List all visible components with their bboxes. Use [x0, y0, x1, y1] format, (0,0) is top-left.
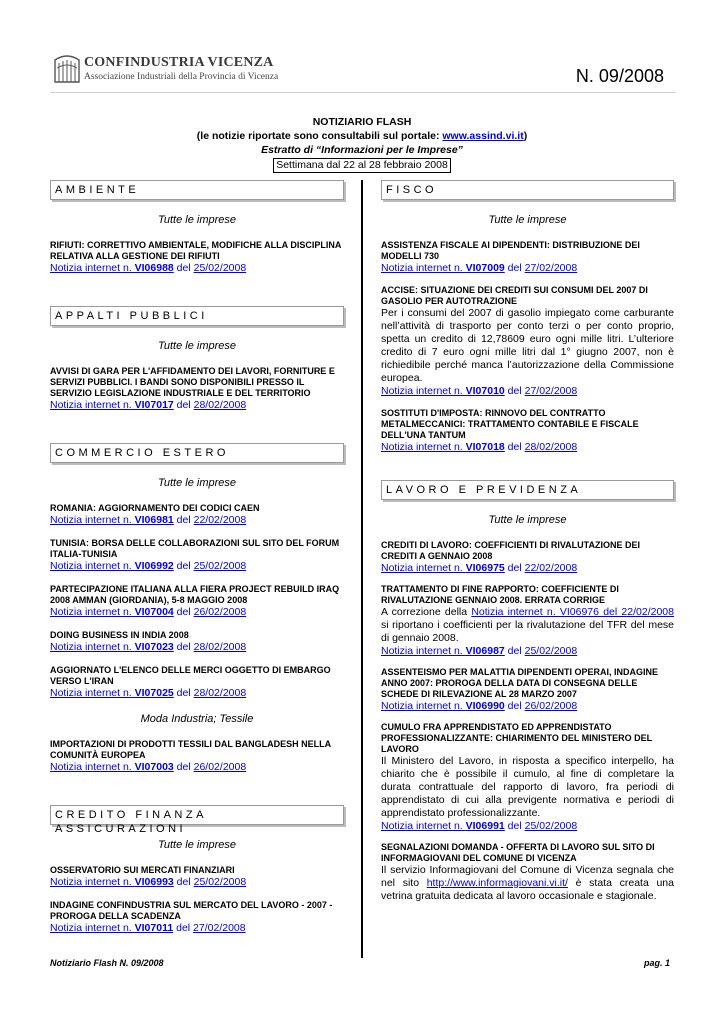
body-prefix: Il servizio Informagiovani del Comune di Vicenza segnala che nel sito: [381, 864, 674, 889]
news-link[interactable]: [381, 820, 674, 832]
news-code: VI06992: [134, 560, 174, 572]
link-prefix: Notizia internet n.: [50, 922, 135, 934]
news-code: VI07025: [134, 687, 174, 699]
link-prefix: Notizia internet n.: [50, 641, 135, 653]
section-heading: COMMERCIO ESTERO: [50, 443, 344, 463]
news-code: VI06990: [465, 700, 505, 712]
audience-subhead: Tutte le imprese: [488, 514, 567, 526]
audience-subhead: Tutte le imprese: [157, 340, 237, 352]
link-prefix: Notizia internet n.: [381, 441, 466, 453]
masthead-extract: Estratto di “Informazioni per le Imprese”: [261, 144, 463, 156]
news-item: [50, 739, 344, 785]
news-body: [381, 864, 674, 903]
section-heading: LAVORO E PREVIDENZA: [381, 480, 674, 500]
link-prefix: Notizia internet n.: [381, 385, 466, 397]
news-link-text[interactable]: [50, 514, 174, 526]
news-item: [50, 240, 344, 286]
news-title: ROMANIA: AGGIORNAMENTO DEI CODICI CAEN: [50, 503, 260, 513]
link-prefix: Notizia internet n.: [50, 876, 135, 888]
news-code: VI07023: [134, 641, 174, 653]
news-link[interactable]: [50, 399, 344, 411]
news-title: ACCISE: SITUAZIONE DEI CREDITI SUI CONSUMI DEL 2007 DI GASOLIO PER AUTOTRAZIONE: [381, 285, 648, 306]
audience-subhead: Tutte le imprese: [157, 214, 237, 226]
link-prefix: Notizia internet n.: [381, 820, 466, 832]
news-title: INDAGINE CONFINDUSTRIA SUL MERCATO DEL LAVORO - 2007 - PROROGA DELLA SCADENZA: [50, 900, 333, 921]
link-del: del: [173, 761, 194, 773]
link-prefix: Notizia internet n.: [381, 700, 466, 712]
week-range: Settimana dal 22 al 28 febbraio 2008: [273, 158, 451, 173]
news-link[interactable]: [50, 641, 344, 653]
news-title: PARTECIPAZIONE ITALIANA ALLA FIERA PROJECT REBUILD IRAQ 2008 AMMAN (GIORDANIA), 5-8 MAGGIO 2008: [50, 584, 340, 605]
link-prefix: Notizia internet n.: [50, 560, 135, 572]
news-code: VI06988: [134, 262, 174, 274]
news-code: VI07018: [465, 441, 505, 453]
link-prefix: Notizia internet n.: [50, 514, 135, 526]
news-code: VI07017: [134, 399, 174, 411]
news-item: [381, 842, 674, 913]
news-title: TUNISIA: BORSA DELLE COLLABORAZIONI SUL SITO DEL FORUM ITALIA-TUNISIA: [50, 538, 340, 559]
news-link-text[interactable]: [50, 922, 173, 934]
news-title: SEGNALAZIONI DOMANDA - OFFERTA DI LAVORO SUL SITO DI INFORMAGIOVANI DEL COMUNE DI VICENZA: [381, 842, 655, 863]
body-link[interactable]: http://www.informagiovani.vi.it/: [426, 877, 568, 889]
link-prefix: Notizia internet n.: [381, 262, 466, 274]
news-title: DOING BUSINESS IN INDIA 2008: [50, 630, 189, 640]
news-item: [50, 900, 344, 946]
news-code: VI06991: [465, 820, 505, 832]
link-prefix: Notizia internet n.: [50, 606, 135, 618]
audience-subhead: Tutte le imprese: [488, 214, 567, 226]
news-title: ASSENTEISMO PER MALATTIA DIPENDENTI OPERAI, INDAGINE ANNO 2007: PROROGA DELLA DATA DI CONSEGNA DELLE SCHEDE DI RILEVAZIONE AL 28 MARZO 2007: [381, 667, 659, 699]
news-body: [381, 606, 674, 645]
news-date: 27/02/2008: [524, 385, 578, 397]
news-link-text[interactable]: [50, 399, 174, 411]
news-link[interactable]: [50, 922, 344, 934]
news-title: TRATTAMENTO DI FINE RAPPORTO: COEFFICIENTE DI RIVALUTAZIONE GENNAIO 2008. ERRATA CORRIGE: [381, 584, 619, 605]
subtitle-prefix: (le notizie riportate sono consultabili sul portale:: [196, 130, 443, 142]
news-date: 28/02/2008: [193, 399, 247, 411]
news-link-text[interactable]: [381, 700, 505, 712]
news-item: [381, 540, 674, 584]
audience-subhead: Moda Industria; Tessile: [140, 713, 254, 725]
news-link[interactable]: [50, 606, 344, 618]
news-title: SOSTITUTI D'IMPOSTA: RINNOVO DEL CONTRATTO METALMECCANICI: TRATTAMENTO CONTABILE E FISCALE DELL'UNA TANTUM: [381, 408, 639, 440]
news-date: 26/02/2008: [524, 700, 578, 712]
section-heading: APPALTI PUBBLICI: [50, 306, 344, 326]
news-title: RIFIUTI: CORRETTIVO AMBIENTALE, MODIFICHE ALLA DISCIPLINA RELATIVA ALLA GESTIONE DEI RIFIUTI: [50, 240, 341, 261]
news-link[interactable]: [381, 441, 674, 453]
link-del: del: [173, 687, 194, 699]
audience-subhead: Tutte le imprese: [157, 477, 237, 489]
news-date: 22/02/2008: [524, 562, 578, 574]
link-del: del: [504, 262, 525, 274]
news-link-text[interactable]: [381, 820, 505, 832]
news-title: ASSISTENZA FISCALE AI DIPENDENTI: DISTRIBUZIONE DEI MODELLI 730: [381, 240, 640, 261]
page-header: [50, 48, 676, 96]
link-del: del: [173, 560, 194, 572]
link-prefix: Notizia internet n.: [50, 262, 135, 274]
link-del: del: [504, 385, 525, 397]
news-item: [381, 667, 674, 722]
news-item: [381, 584, 674, 667]
news-date: 25/02/2008: [524, 645, 578, 657]
news-code: VI07010: [465, 385, 505, 397]
section-heading: AMBIENTE: [50, 180, 344, 200]
news-date: 25/02/2008: [193, 876, 247, 888]
news-link-text[interactable]: [50, 560, 174, 572]
confindustria-logo: [53, 54, 278, 84]
portal-link[interactable]: www.assind.vi.it: [442, 130, 524, 142]
news-date: 28/02/2008: [193, 641, 247, 653]
news-code: VI06993: [134, 876, 174, 888]
news-link-text[interactable]: [50, 687, 174, 699]
news-title: CUMULO FRA APPRENDISTATO ED APPRENDISTATO PROFESSIONALIZZANTE: CHIARIMENTO DEL MINISTERO DEL LAVORO: [381, 722, 653, 754]
news-link-text[interactable]: [50, 641, 174, 653]
link-del: del: [504, 700, 525, 712]
body-suffix: si riportano i coefficienti per la rivalutazione del TFR del mese di gennaio 2008.: [381, 619, 674, 644]
news-link-text[interactable]: [50, 876, 174, 888]
issue-number: N. 09/2008: [575, 66, 664, 86]
masthead-subtitle: [0, 129, 724, 143]
news-item: [381, 240, 674, 285]
logo-name: CONFINDUSTRIA VICENZA: [84, 54, 274, 70]
news-link[interactable]: [50, 876, 344, 888]
news-item: [50, 538, 344, 584]
news-item: [50, 366, 344, 423]
link-del: del: [173, 262, 194, 274]
body-suffix: è stata creata una vetrina gratuita dedicata al lavoro occasionale e stagionale.: [381, 877, 674, 902]
link-del: del: [173, 514, 194, 526]
body-prefix: A correzione della: [381, 606, 472, 618]
news-link[interactable]: [50, 687, 344, 699]
news-code: VI07003: [134, 761, 174, 773]
news-link-text[interactable]: [50, 262, 174, 274]
news-item: [381, 285, 674, 408]
news-item: [381, 722, 674, 842]
news-link[interactable]: [50, 560, 344, 572]
link-prefix: Notizia internet n.: [50, 687, 135, 699]
news-date: 27/02/2008: [524, 262, 578, 274]
news-title: CREDITI DI LAVORO: COEFFICIENTI DI RIVALUTAZIONE DEI CREDITI A GENNAIO 2008: [381, 540, 640, 561]
link-prefix: Notizia internet n.: [50, 761, 135, 773]
news-link[interactable]: [381, 385, 674, 397]
news-link[interactable]: [50, 761, 344, 773]
news-item: [50, 630, 344, 665]
news-link-text[interactable]: [50, 606, 174, 618]
news-code: VI06981: [134, 514, 174, 526]
body-link[interactable]: Notizia internet n. VI06976 del 22/02/2008: [471, 606, 674, 618]
news-title: OSSERVATORIO SUI MERCATI FINANZIARI: [50, 865, 235, 875]
audience-subhead: Tutte le imprese: [157, 839, 237, 851]
news-date: 27/02/2008: [193, 922, 246, 934]
link-del: del: [504, 441, 525, 453]
news-link-text[interactable]: [381, 645, 505, 657]
link-del: del: [504, 820, 525, 832]
news-link[interactable]: [50, 514, 344, 526]
link-del: del: [173, 641, 194, 653]
news-item: [50, 865, 344, 900]
news-date: 26/02/2008: [193, 606, 247, 618]
news-date: 28/02/2008: [524, 441, 578, 453]
news-link[interactable]: [381, 262, 674, 274]
link-del: del: [173, 399, 194, 411]
news-code: VI06987: [465, 645, 505, 657]
news-item: [50, 665, 344, 711]
news-date: 26/02/2008: [193, 761, 247, 773]
news-link[interactable]: [381, 700, 674, 712]
news-code: VI07011: [134, 922, 174, 934]
news-title: AVVISI DI GARA PER L'AFFIDAMENTO DEI LAVORI, FORNITURE E SERVIZI PUBBLICI. I BANDI SONO DISPONIBILI PRESSO IL SERVIZIO LEGISLAZIONE INDUSTRIALE E DEL TERRITORIO: [50, 366, 335, 398]
news-body: Per i consumi del 2007 di gasolio impiegato come carburante nell’attività di trasporto per conto terzi o per conto proprio, spetta un credito di 12,78609 euro ogni mille litri. L’ulteriore credito di 7 euro ogni mille litri dal 1° giugno 2007, non è richiedibile perché manca l’autorizzazione della Commissione europea.: [381, 307, 674, 384]
news-date: 25/02/2008: [193, 262, 247, 274]
news-link[interactable]: [381, 562, 674, 574]
news-date: 22/02/2008: [193, 514, 247, 526]
news-item: [50, 584, 344, 630]
link-del: del: [173, 876, 194, 888]
news-link-text[interactable]: [50, 761, 174, 773]
news-item: [381, 408, 674, 464]
footer-title: Notiziario Flash N. 09/2008: [50, 958, 164, 968]
news-link-text[interactable]: [381, 262, 505, 274]
news-link-text[interactable]: [381, 385, 505, 397]
section-heading: FISCO: [381, 180, 674, 200]
link-del: del: [504, 645, 525, 657]
news-code: VI07009: [465, 262, 505, 274]
news-link[interactable]: [381, 645, 674, 657]
news-link[interactable]: [50, 262, 344, 274]
news-code: VI07004: [134, 606, 174, 618]
link-del: del: [173, 606, 194, 618]
subtitle-suffix: ): [523, 130, 528, 142]
masthead: [0, 115, 724, 173]
news-body: Il Ministero del Lavoro, in risposta a specifico interpello, ha chiarito che è possibile il cumulo, al fine di completare la durata contrattuale del rapporto di lavoro, fra periodi di apprendistato di cui alla previgente normativa e periodi di apprendistato professionalizzante.: [381, 755, 674, 819]
news-date: 25/02/2008: [193, 560, 247, 572]
link-prefix: Notizia internet n.: [381, 645, 466, 657]
link-prefix: Notizia internet n.: [381, 562, 466, 574]
column-divider: [361, 180, 363, 958]
link-prefix: Notizia internet n.: [50, 399, 135, 411]
news-date: 28/02/2008: [193, 687, 247, 699]
news-title: AGGIORNATO L'ELENCO DELLE MERCI OGGETTO DI EMBARGO VERSO L'IRAN: [50, 665, 331, 686]
news-date: 25/02/2008: [524, 820, 578, 832]
right-column: [381, 180, 674, 913]
news-title: IMPORTAZIONI DI PRODOTTI TESSILI DAL BANGLADESH NELLA COMUNITÀ EUROPEA: [50, 739, 331, 760]
news-link-text[interactable]: [381, 441, 505, 453]
page-number: pag. 1: [643, 958, 670, 968]
section-heading: CREDITO FINANZA ASSICURAZIONI: [50, 805, 344, 825]
masthead-title: NOTIZIARIO FLASH: [312, 116, 412, 128]
news-code: VI06975: [465, 562, 505, 574]
news-link-text[interactable]: [381, 562, 505, 574]
header-divider: [50, 92, 676, 93]
logo-emblem-icon: [53, 54, 81, 84]
news-item: [50, 503, 344, 538]
link-del: del: [504, 562, 525, 574]
link-del: del: [173, 922, 194, 934]
left-column: [50, 180, 344, 966]
logo-subtitle: Associazione Industriali della Provincia di Vicenza: [84, 71, 279, 82]
